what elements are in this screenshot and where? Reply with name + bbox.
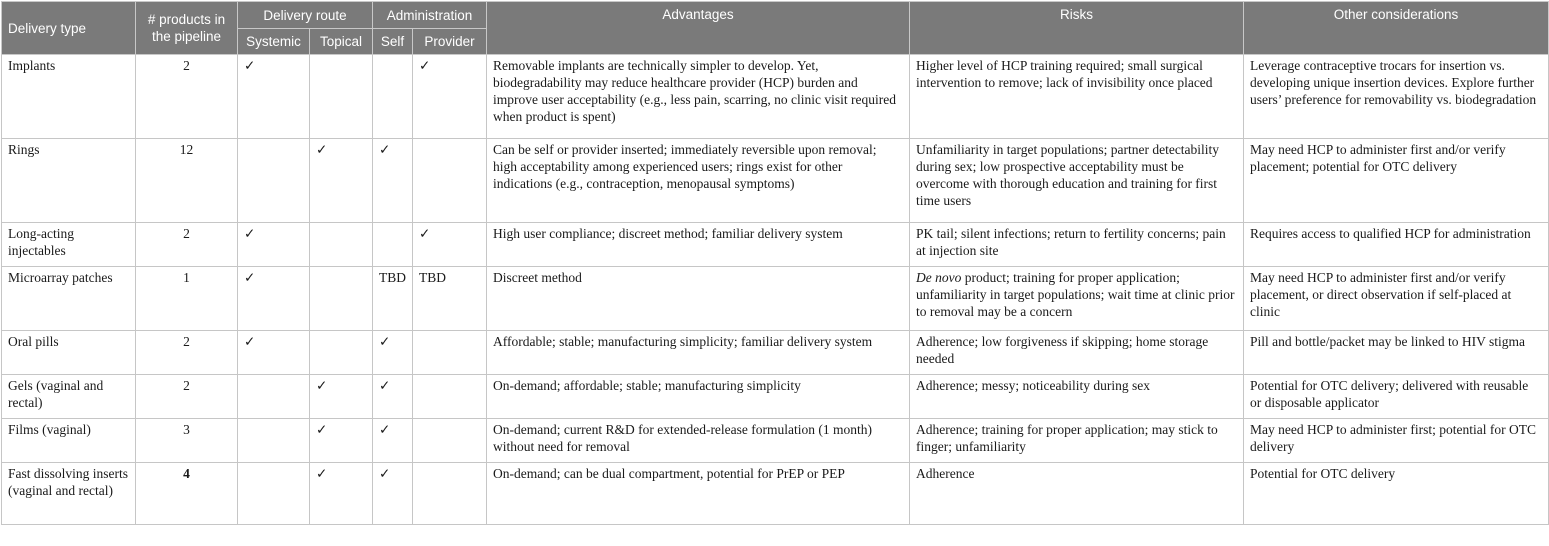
cell-risks xyxy=(910,223,1244,267)
cell-risks xyxy=(910,139,1244,223)
risks-text: Adherence; messy; noticeability during sex xyxy=(916,378,1150,393)
cell-provider xyxy=(413,331,487,375)
cell-systemic: ✓ xyxy=(238,267,310,331)
cell-risks xyxy=(910,463,1244,525)
cell-provider xyxy=(413,375,487,419)
delivery-comparison-table xyxy=(1,1,1549,525)
cell-advantages: On-demand; current R&D for extended-release formulation (1 month) without need for removal xyxy=(487,419,910,463)
cell-topical xyxy=(310,223,373,267)
cell-self: ✓ xyxy=(373,139,413,223)
header-delivery-route: Delivery route xyxy=(238,2,373,29)
header-other-considerations: Other considerations xyxy=(1244,2,1549,55)
cell-provider: TBD xyxy=(413,267,487,331)
cell-advantages: Affordable; stable; manufacturing simplicity; familiar delivery system xyxy=(487,331,910,375)
cell-advantages: Discreet method xyxy=(487,267,910,331)
cell-systemic xyxy=(238,139,310,223)
cell-other-considerations: Potential for OTC delivery; delivered with reusable or disposable applicator xyxy=(1244,375,1549,419)
cell-product-count: 3 xyxy=(136,419,238,463)
cell-delivery-type: Oral pills xyxy=(2,331,136,375)
cell-product-count: 1 xyxy=(136,267,238,331)
cell-delivery-type: Long-acting injectables xyxy=(2,223,136,267)
cell-topical: ✓ xyxy=(310,375,373,419)
cell-risks xyxy=(910,419,1244,463)
risks-text: Adherence; low forgiveness if skipping; home storage needed xyxy=(916,334,1209,366)
header-systemic: Systemic xyxy=(238,29,310,55)
cell-self: TBD xyxy=(373,267,413,331)
cell-delivery-type: Films (vaginal) xyxy=(2,419,136,463)
cell-systemic: ✓ xyxy=(238,331,310,375)
header-provider: Provider xyxy=(413,29,487,55)
cell-provider xyxy=(413,419,487,463)
table-header xyxy=(2,2,1549,55)
cell-advantages: Removable implants are technically simpler to develop. Yet, biodegradability may reduce healthcare provider (HCP) burden and improve user acceptability (e.g., less pain, scarring, no clinic visit required when product is spent) xyxy=(487,55,910,139)
table-row xyxy=(2,419,1549,463)
table-row xyxy=(2,55,1549,139)
cell-systemic xyxy=(238,375,310,419)
cell-topical: ✓ xyxy=(310,419,373,463)
cell-delivery-type: Fast dissolving inserts (vaginal and rectal) xyxy=(2,463,136,525)
table-row xyxy=(2,463,1549,525)
header-delivery-type: Delivery type xyxy=(2,2,136,55)
cell-provider xyxy=(413,139,487,223)
cell-systemic xyxy=(238,419,310,463)
cell-product-count: 4 xyxy=(136,463,238,525)
header-administration: Administration xyxy=(373,2,487,29)
cell-self: ✓ xyxy=(373,331,413,375)
table-body xyxy=(2,55,1549,525)
cell-delivery-type: Gels (vaginal and rectal) xyxy=(2,375,136,419)
cell-other-considerations: Potential for OTC delivery xyxy=(1244,463,1549,525)
cell-self: ✓ xyxy=(373,463,413,525)
cell-advantages: On-demand; can be dual compartment, potential for PrEP or PEP xyxy=(487,463,910,525)
header-risks: Risks xyxy=(910,2,1244,55)
table-row xyxy=(2,375,1549,419)
risks-text: product; training for proper application; unfamiliarity in target populations; wait time at clinic prior to removal may be a concern xyxy=(916,270,1235,319)
cell-advantages: Can be self or provider inserted; immediately reversible upon removal; high acceptability among experienced users; rings exist for other indications (e.g., contraception, menopausal symptoms) xyxy=(487,139,910,223)
header-topical: Topical xyxy=(310,29,373,55)
cell-provider xyxy=(413,463,487,525)
cell-other-considerations: May need HCP to administer first and/or verify placement; potential for OTC delivery xyxy=(1244,139,1549,223)
risks-text: Adherence; training for proper application; may stick to finger; unfamiliarity xyxy=(916,422,1218,454)
cell-self: ✓ xyxy=(373,375,413,419)
cell-topical xyxy=(310,331,373,375)
cell-systemic xyxy=(238,463,310,525)
cell-systemic: ✓ xyxy=(238,223,310,267)
cell-delivery-type: Rings xyxy=(2,139,136,223)
cell-risks xyxy=(910,267,1244,331)
header-self: Self xyxy=(373,29,413,55)
cell-advantages: On-demand; affordable; stable; manufacturing simplicity xyxy=(487,375,910,419)
cell-topical xyxy=(310,55,373,139)
cell-product-count: 2 xyxy=(136,223,238,267)
cell-product-count: 12 xyxy=(136,139,238,223)
cell-other-considerations: Requires access to qualified HCP for administration xyxy=(1244,223,1549,267)
table-row xyxy=(2,139,1549,223)
cell-self xyxy=(373,55,413,139)
risks-text: Higher level of HCP training required; small surgical intervention to remove; lack of invisibility once placed xyxy=(916,58,1213,90)
cell-self: ✓ xyxy=(373,419,413,463)
cell-risks xyxy=(910,375,1244,419)
cell-delivery-type: Microarray patches xyxy=(2,267,136,331)
cell-advantages: High user compliance; discreet method; familiar delivery system xyxy=(487,223,910,267)
cell-other-considerations: Leverage contraceptive trocars for insertion vs. developing unique insertion devices. Explore further users’ preference for removability vs. biodegradation xyxy=(1244,55,1549,139)
cell-risks xyxy=(910,331,1244,375)
cell-self xyxy=(373,223,413,267)
cell-provider: ✓ xyxy=(413,223,487,267)
cell-topical: ✓ xyxy=(310,139,373,223)
header-advantages: Advantages xyxy=(487,2,910,55)
cell-provider: ✓ xyxy=(413,55,487,139)
cell-product-count: 2 xyxy=(136,55,238,139)
table-row xyxy=(2,331,1549,375)
cell-other-considerations: May need HCP to administer first and/or verify placement, or direct observation if self-placed at clinic xyxy=(1244,267,1549,331)
cell-product-count: 2 xyxy=(136,331,238,375)
cell-risks xyxy=(910,55,1244,139)
cell-other-considerations: May need HCP to administer first; potential for OTC delivery xyxy=(1244,419,1549,463)
risks-emphasis: De novo xyxy=(916,270,962,285)
cell-other-considerations: Pill and bottle/packet may be linked to HIV stigma xyxy=(1244,331,1549,375)
header-num-products: # products in the pipeline xyxy=(136,2,238,55)
table-row xyxy=(2,223,1549,267)
cell-topical: ✓ xyxy=(310,463,373,525)
cell-product-count: 2 xyxy=(136,375,238,419)
cell-delivery-type: Implants xyxy=(2,55,136,139)
cell-topical xyxy=(310,267,373,331)
cell-systemic: ✓ xyxy=(238,55,310,139)
risks-text: Adherence xyxy=(916,466,975,481)
risks-text: PK tail; silent infections; return to fertility concerns; pain at injection site xyxy=(916,226,1226,258)
risks-text: Unfamiliarity in target populations; partner detectability during sex; low prospective acceptability must be overcome with thorough education and training for first time users xyxy=(916,142,1220,208)
table-row xyxy=(2,267,1549,331)
